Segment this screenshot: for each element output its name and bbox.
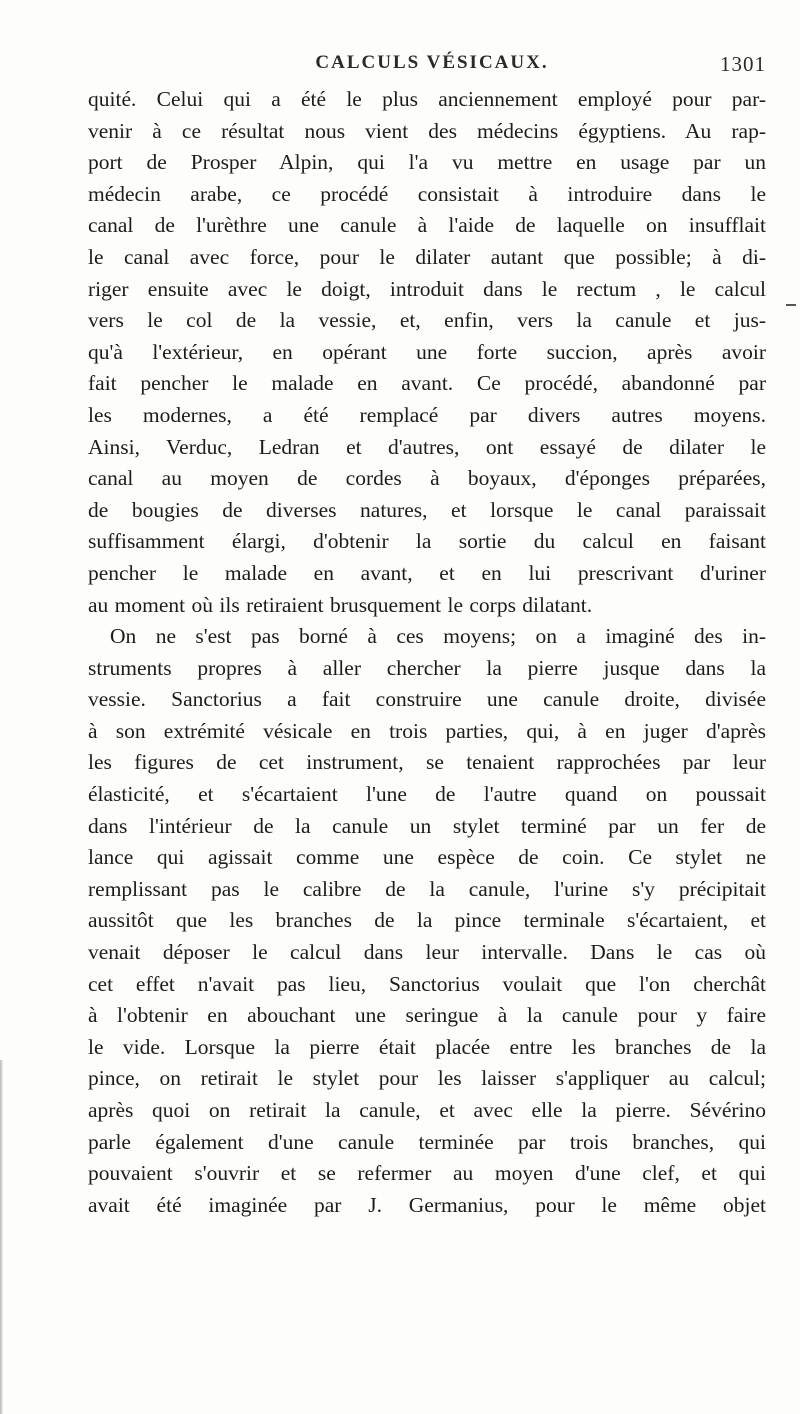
text-line: à son extrémité vésicale en trois parties, qui, à en juger d'après bbox=[88, 718, 766, 743]
text-line: suffisamment élargi, d'obtenir la sortie du calcul en faisant bbox=[88, 529, 766, 554]
text-line: dans l'intérieur de la canule un stylet terminé par un fer de bbox=[88, 813, 766, 838]
text-line: élasticité, et s'écartaient l'une de l'autre quand on poussait bbox=[88, 782, 766, 807]
text-line: venait déposer le calcul dans leur intervalle. Dans le cas où bbox=[88, 940, 766, 965]
text-line: le canal avec force, pour le dilater autant que possible; à di- bbox=[88, 244, 766, 269]
text-line: médecin arabe, ce procédé consistait à introduire dans le bbox=[88, 181, 766, 206]
text-line: struments propres à aller chercher la pierre jusque dans la bbox=[88, 655, 766, 680]
page-number: 1301 bbox=[720, 52, 766, 76]
text-line: aussitôt que les branches de la pince terminale s'écartaient, et bbox=[88, 908, 766, 933]
margin-mark bbox=[786, 304, 796, 306]
text-line: quité. Celui qui a été le plus anciennement employé pour par- bbox=[88, 87, 766, 111]
page-edge-shadow bbox=[0, 1060, 3, 1414]
text-line: remplissant pas le calibre de la canule, l'urine s'y précipitait bbox=[88, 876, 766, 901]
text-line: vessie. Sanctorius a fait construire une canule droite, divisée bbox=[88, 687, 766, 712]
text-line: canal au moyen de cordes à boyaux, d'éponges préparées, bbox=[88, 466, 766, 491]
text-line: avait été imaginée par J. Germanius, pour le même objet bbox=[88, 1192, 766, 1217]
page-header bbox=[98, 52, 766, 82]
text-line: les modernes, a été remplacé par divers autres moyens. bbox=[88, 402, 766, 427]
text-line: fait pencher le malade en avant. Ce procédé, abandonné par bbox=[88, 371, 766, 396]
text-line: venir à ce résultat nous vient des médecins égyptiens. Au rap- bbox=[88, 118, 766, 143]
text-line: après quoi on retirait la canule, et avec elle la pierre. Sévérino bbox=[88, 1098, 766, 1122]
text-line: pencher le malade en avant, et en lui prescrivant d'uriner bbox=[88, 560, 766, 585]
text-line: le vide. Lorsque la pierre était placée entre les branches de la bbox=[88, 1034, 766, 1059]
text-line: Ainsi, Verduc, Ledran et d'autres, ont essayé de dilater le bbox=[88, 434, 766, 459]
paragraph-start-line: On ne s'est pas borné à ces moyens; on a imaginé des in- bbox=[110, 624, 766, 649]
running-head: CALCULS VÉSICAUX. bbox=[315, 52, 549, 73]
body-text bbox=[88, 84, 766, 1221]
text-line: cet effet n'avait pas lieu, Sanctorius voulait que l'on cherchât bbox=[88, 971, 766, 996]
text-line: parle également d'une canule terminée par trois branches, qui bbox=[88, 1129, 766, 1154]
text-line: vers le col de la vessie, et, enfin, vers la canule et jus- bbox=[88, 308, 766, 333]
text-line: au moment où ils retiraient brusquement le corps dilatant. bbox=[88, 592, 593, 617]
text-line: de bougies de diverses natures, et lorsque le canal paraissait bbox=[88, 497, 766, 522]
text-line: lance qui agissait comme une espèce de coin. Ce stylet ne bbox=[88, 845, 766, 870]
text-line: les figures de cet instrument, se tenaient rapprochées par leur bbox=[88, 750, 766, 775]
text-line: à l'obtenir en abouchant une seringue à la canule pour y faire bbox=[88, 1003, 766, 1028]
text-line: port de Prosper Alpin, qui l'a vu mettre en usage par un bbox=[88, 150, 766, 175]
text-line: canal de l'urèthre une canule à l'aide de laquelle on insufflait bbox=[88, 213, 766, 238]
text-line: riger ensuite avec le doigt, introduit dans le rectum , le calcul bbox=[88, 276, 766, 301]
text-line: pouvaient s'ouvrir et se refermer au moyen d'une clef, et qui bbox=[88, 1161, 766, 1186]
text-line: pince, on retirait le stylet pour les laisser s'appliquer au calcul; bbox=[88, 1066, 766, 1091]
text-line: qu'à l'extérieur, en opérant une forte succion, après avoir bbox=[88, 339, 766, 364]
